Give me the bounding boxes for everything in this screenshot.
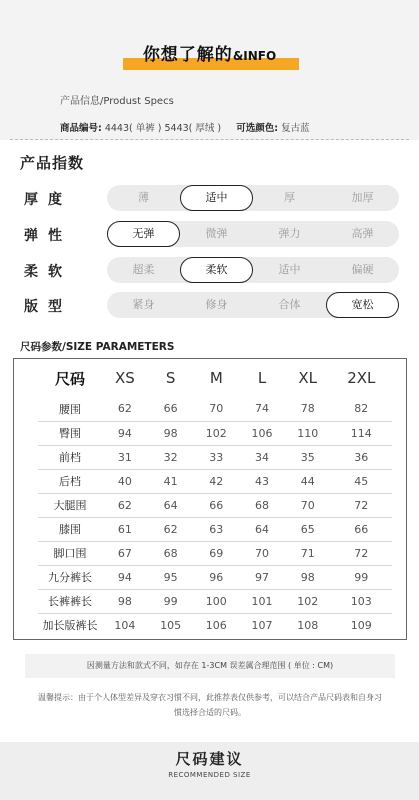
measurement-value: 35	[285, 445, 331, 469]
measurement-label: 长裤裤长	[38, 589, 102, 613]
size-header-cell: M	[209, 369, 223, 387]
measurement-label: 腰围	[38, 397, 102, 421]
title-cn: 你想了解的	[142, 45, 233, 65]
measurement-label: 加长版裤长	[42, 619, 98, 633]
measurement-value: 62	[102, 493, 148, 517]
index-row-label: 版型	[24, 299, 72, 315]
index-option: 厚	[284, 191, 295, 204]
index-option-selected: 宽松	[326, 292, 399, 318]
table-row	[38, 541, 392, 565]
measurement-value: 70	[193, 397, 239, 421]
measurement-value: 101	[239, 589, 285, 613]
title-en: &INFO	[232, 49, 277, 63]
index-row	[20, 221, 405, 249]
measurement-value: 62	[148, 517, 194, 541]
measurement-value: 69	[193, 541, 239, 565]
measurement-value: 108	[297, 618, 319, 632]
index-row	[20, 292, 405, 320]
measurement-note: 因测量方法和款式不同，如存在 1-3CM 误差属合理范围 ( 单位 : CM)	[25, 654, 395, 678]
measurement-value: 67	[102, 541, 148, 565]
index-option: 修身	[205, 298, 228, 311]
measurement-value: 74	[239, 397, 285, 421]
index-option: 超柔	[132, 263, 155, 276]
divider	[10, 139, 409, 140]
measurement-value: 66	[331, 517, 392, 541]
recommended-size-subtitle: RECOMMENDED SIZE	[168, 771, 251, 779]
measurement-value: 44	[285, 469, 331, 493]
measurement-label: 大腿围	[38, 493, 102, 517]
measurement-value: 68	[239, 493, 285, 517]
index-option: 薄	[138, 191, 149, 204]
measurement-value: 72	[331, 541, 392, 565]
measurement-value: 34	[239, 445, 285, 469]
index-option-track	[107, 221, 399, 247]
measurement-value: 95	[148, 565, 194, 589]
measurement-value: 66	[193, 493, 239, 517]
index-row-label: 弹性	[24, 228, 72, 244]
measurement-value: 70	[285, 493, 331, 517]
measurement-value: 78	[285, 397, 331, 421]
table-row	[38, 613, 392, 637]
table-row	[38, 469, 392, 493]
measurement-value: 96	[193, 565, 239, 589]
measurement-value: 100	[193, 589, 239, 613]
table-row	[38, 445, 392, 469]
measurement-value: 66	[148, 397, 194, 421]
measurement-value: 99	[148, 589, 194, 613]
measurement-value: 42	[193, 469, 239, 493]
measurement-value: 43	[239, 469, 285, 493]
recommended-size-title: 尺码建议	[175, 750, 244, 768]
measurement-value: 70	[239, 541, 285, 565]
measurement-value: 41	[148, 469, 194, 493]
measurement-value: 40	[102, 469, 148, 493]
product-info-heading: 产品信息/Produst Specs	[60, 96, 174, 107]
measurement-value: 68	[148, 541, 194, 565]
measurement-value: 98	[148, 421, 194, 445]
measurement-value: 65	[285, 517, 331, 541]
size-table-header	[38, 359, 392, 397]
index-row	[20, 185, 405, 213]
index-option-selected: 柔软	[180, 257, 253, 283]
measurement-value: 104	[114, 618, 136, 632]
measurement-value: 110	[285, 421, 331, 445]
measurement-value: 62	[102, 397, 148, 421]
measurement-value: 63	[193, 517, 239, 541]
measurement-value: 105	[160, 618, 182, 632]
measurement-value: 45	[331, 469, 392, 493]
measurement-value: 71	[285, 541, 331, 565]
index-row-label: 柔软	[24, 264, 72, 280]
measurement-value: 33	[193, 445, 239, 469]
measurement-value: 114	[331, 421, 392, 445]
measurement-label: 膝围	[38, 517, 102, 541]
index-option: 弹力	[278, 227, 301, 240]
size-header-cell: 2XL	[347, 369, 376, 387]
measurement-value: 106	[239, 421, 285, 445]
size-table-frame	[13, 358, 407, 640]
measurement-value: 103	[331, 589, 392, 613]
measurement-value: 106	[205, 618, 227, 632]
item-number-value: 4443( 单裤 ) 5443( 厚绒 )	[104, 123, 222, 134]
index-option: 加厚	[351, 191, 374, 204]
index-row	[20, 257, 405, 285]
table-row	[38, 493, 392, 517]
measurement-value: 64	[148, 493, 194, 517]
measurement-value: 36	[331, 445, 392, 469]
measurement-value: 102	[193, 421, 239, 445]
size-header-cell: XL	[298, 369, 318, 387]
size-table	[38, 359, 392, 637]
measurement-label: 前档	[38, 445, 102, 469]
measurement-value: 102	[285, 589, 331, 613]
index-row-label: 厚度	[24, 192, 72, 208]
index-option-selected: 适中	[180, 185, 253, 211]
measurement-value: 61	[102, 517, 148, 541]
index-option: 偏硬	[351, 263, 374, 276]
measurement-label: 臀围	[38, 421, 102, 445]
table-row	[38, 565, 392, 589]
measurement-label: 后档	[38, 469, 102, 493]
measurement-label: 九分裤长	[38, 565, 102, 589]
page-header	[0, 40, 419, 65]
measurement-value: 82	[331, 397, 392, 421]
measurement-value: 32	[148, 445, 194, 469]
table-row	[38, 517, 392, 541]
measurement-value: 109	[350, 618, 372, 632]
index-option-track	[107, 185, 399, 211]
header-background	[0, 0, 419, 140]
color-label: 可选颜色:	[236, 123, 279, 134]
recommended-size-section	[0, 742, 419, 800]
index-option-track	[107, 257, 399, 283]
measurement-value: 107	[251, 618, 273, 632]
product-info-line	[60, 120, 380, 134]
page-title	[143, 40, 276, 65]
size-header-label: 尺码	[54, 369, 85, 388]
item-number-label: 商品编号:	[60, 123, 102, 134]
index-option: 紧身	[132, 298, 155, 311]
measurement-value: 64	[239, 517, 285, 541]
measurement-value: 98	[285, 565, 331, 589]
measurement-value: 31	[102, 445, 148, 469]
measurement-value: 97	[239, 565, 285, 589]
size-header-cell: L	[257, 369, 267, 387]
table-row	[38, 589, 392, 613]
index-option: 合体	[278, 298, 301, 311]
measurement-value: 94	[102, 565, 148, 589]
index-option: 适中	[278, 263, 301, 276]
index-option: 微弹	[205, 227, 228, 240]
table-row	[38, 421, 392, 445]
measurement-value: 72	[331, 493, 392, 517]
product-index-title: 产品指数	[20, 154, 85, 172]
measurement-value: 98	[102, 589, 148, 613]
measurement-value: 94	[102, 421, 148, 445]
measurement-label: 脚口围	[38, 541, 102, 565]
measurement-value: 99	[331, 565, 392, 589]
index-option: 高弹	[351, 227, 374, 240]
size-parameters-title: 尺码参数/SIZE PARAMETERS	[20, 341, 175, 353]
index-option-selected: 无弹	[107, 221, 180, 247]
index-option-track	[107, 292, 399, 318]
size-header-cell: S	[165, 369, 176, 387]
color-value: 复古蓝	[281, 123, 310, 134]
size-table-body	[38, 397, 392, 637]
size-header-cell: XS	[114, 369, 135, 387]
fit-tip: 温馨提示：由于个人体型差异及穿衣习惯不同，此推荐表仅供参考，可以结合产品尺码表和自身习惯选择合适的尺码。	[38, 693, 382, 717]
table-row	[38, 397, 392, 421]
